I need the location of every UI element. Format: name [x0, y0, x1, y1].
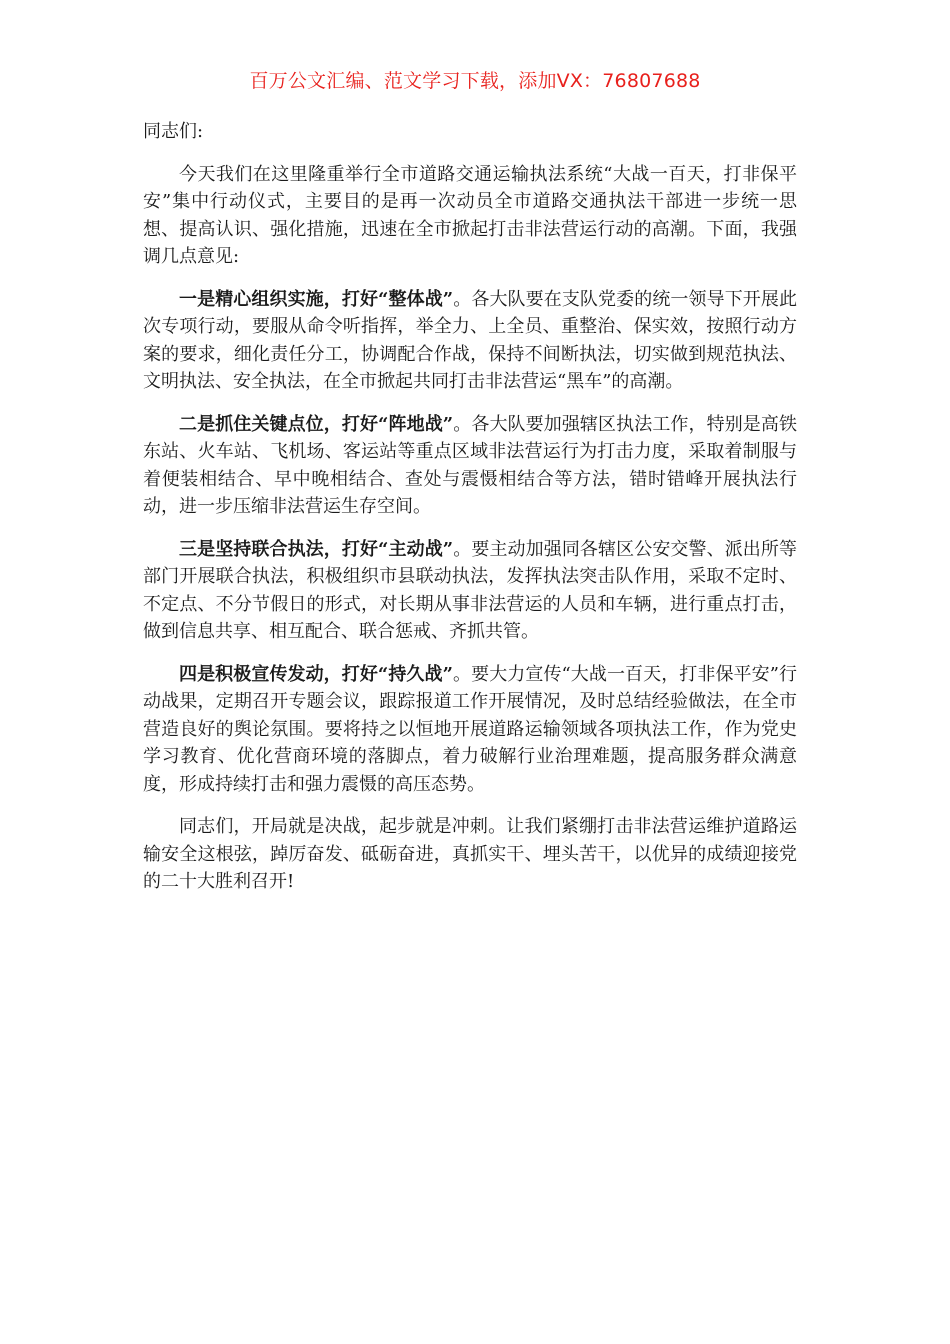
point-heading-4: 四是积极宣传发动，打好“持久战” — [179, 663, 453, 685]
point-paragraph-1 — [143, 286, 797, 396]
point-heading-1: 一是精心组织实施，打好“整体战” — [179, 288, 454, 310]
point-paragraph-4 — [143, 661, 797, 799]
header-banner: 百万公文汇编、范文学习下载，添加VX：76807688 — [249, 70, 701, 92]
point-body-1: 。各大队要在支队党委的统一领导下开展此次专项行动，要服从命令听指挥，举全力、上全员、重整治、保实效，按照行动方案的要求，细化责任分工，协调配合作战，保持不间断执法，切实做到规范执法、文明执法、安全执法，在全市掀起共同打击非法营运“黑车”的高潮。 — [143, 288, 797, 392]
point-heading-2: 二是抓住关键点位，打好“阵地战” — [179, 413, 454, 435]
point-heading-3: 三是坚持联合执法，打好“主动战” — [179, 538, 454, 560]
point-paragraph-2 — [143, 411, 797, 521]
salutation: 同志们: — [143, 121, 204, 142]
point-body-3: 。要主动加强同各辖区公安交警、派出所等部门开展联合执法，积极组织市县联动执法，发挥执法突击队作用，采取不定时、不定点、不分节假日的形式，对长期从事非法营运的人员和车辆，进行重点打击，做到信息共享、相互配合、联合惩戒、齐抓共管。 — [143, 538, 797, 642]
document-body — [143, 118, 797, 911]
point-body-2: 。各大队要加强辖区执法工作，特别是高铁东站、火车站、飞机场、客运站等重点区域非法营运行为打击力度，采取着制服与着便装相结合、早中晚相结合、查处与震慑相结合等方法，错时错峰开展执法行动，进一步压缩非法营运生存空间。 — [143, 413, 797, 517]
closing-paragraph: 同志们，开局就是决战，起步就是冲刺。让我们紧绷打击非法营运维护道路运输安全这根弦，踔厉奋发、砥砺奋进，真抓实干、埋头苦干，以优异的成绩迎接党的二十大胜利召开! — [143, 816, 797, 892]
intro-paragraph: 今天我们在这里隆重举行全市道路交通运输执法系统“大战一百天，打非保平安”集中行动仪式，主要目的是再一次动员全市道路交通执法干部进一步统一思想、提高认识、强化措施，迅速在全市掀起打击非法营运行动的高潮。下面，我强调几点意见: — [143, 163, 797, 267]
point-paragraph-3 — [143, 536, 797, 646]
point-body-4: 。要大力宣传“大战一百天，打非保平安”行动战果，定期召开专题会议，跟踪报道工作开展情况，及时总结经验做法，在全市营造良好的舆论氛围。要将持之以恒地开展道路运输领域各项执法工作，作为党史学习教育、优化营商环境的落脚点，着力破解行业治理难题，提高服务群众满意度，形成持续打击和强力震慑的高压态势。 — [143, 663, 797, 795]
